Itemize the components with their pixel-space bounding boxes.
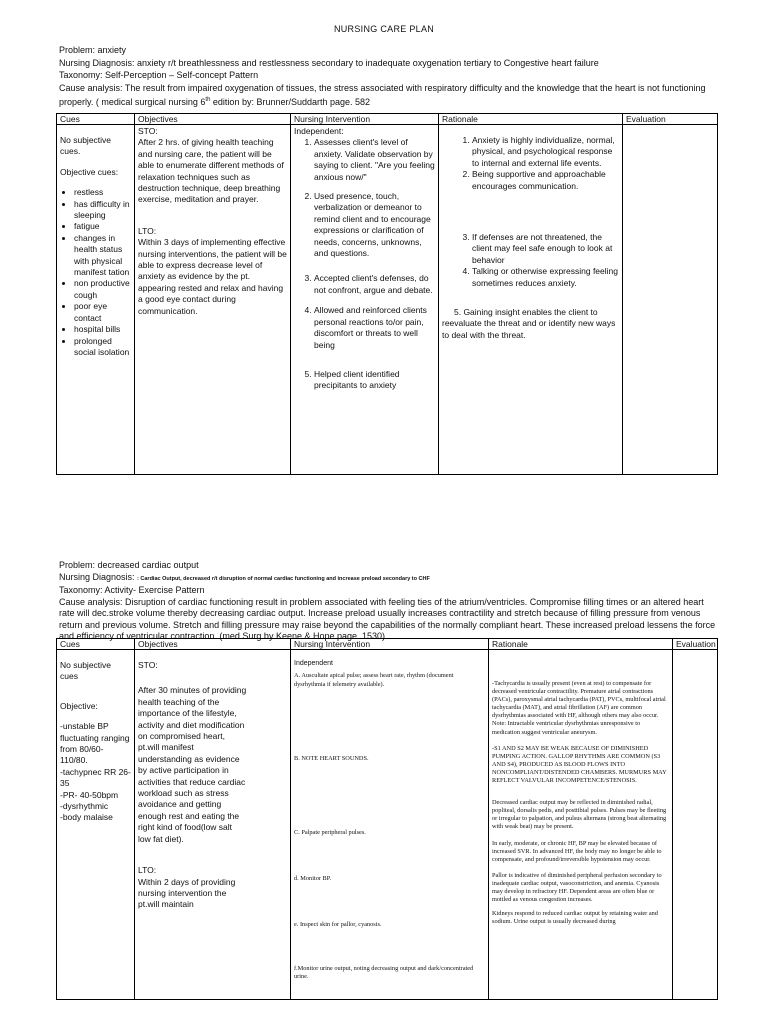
list-item: • has difficulty in sleeping (74, 199, 131, 222)
list-item: -tachypnec RR 26-35 (60, 766, 131, 789)
lto-text: Within 2 days of providing nursing intervention the pt.will maintain (138, 876, 236, 910)
plan2-cause-analysis: Cause analysis: Disruption of cardiac functioning result in problem associated with feeling ties of the atrium/ventricles. Compromise filling times or an altered heart rate will dec.stroke volume thereby decreasing cardiac output. Increase preload usually increases contractility and stretch because of filling pressure from venous return and previous volume. Stretch and filling pressure may raise beyond the capabilities of the normally compliant heart. These increased preload lessens the force and efficiency of ventricular contraction. (med Surg by Keene & Hope page. 1530) (59, 596, 716, 641)
list-item: • hospital bills (74, 324, 131, 335)
list-item: -PR- 40-50bpm (60, 789, 119, 800)
header-intervention: Nursing Intervention (291, 114, 439, 125)
plan1-taxonomy: Taxonomy: Self-Perception – Self-concept Pattern (59, 70, 259, 80)
independent-label: Independent: (294, 126, 344, 136)
list-item: 4. Allowed and reinforced clients personal reactions to/or pain, discomfort or threats to well being (314, 305, 435, 351)
cause-text-end: edition by: Brunner/Suddarth page. 582 (210, 97, 371, 107)
subjective-cues: No subjective cues. (60, 135, 112, 157)
intervention-cell (291, 125, 439, 475)
plan1-header (59, 44, 709, 109)
lto-label: LTO: (138, 865, 157, 876)
plan2-diagnosis (59, 572, 719, 586)
header-rationale: Rationale (439, 114, 623, 125)
list-item: -unstable BP fluctuating ranging from 80/60- 110/80. (60, 721, 130, 766)
list-item: • non productive cough (74, 278, 131, 301)
plan1-diagnosis: Nursing Diagnosis: anxiety r/t breathlessness and restlessness secondary to inadequate oxygenation tertiary to Congestive heart failure (59, 57, 599, 68)
rationale-d: In early, moderate, or chronic HF, BP may be elevated because of increased SVR. In advanced HF, the body may no longer be able to compensate, and profound/irreversible hypotension may occur. (492, 839, 662, 863)
diagnosis-text: : Cardiac Output, decreased r/t disruption of normal cardiac functioning and increase preload secondary to CHF (137, 575, 430, 582)
intervention-d: d. Monitor BP. (294, 874, 332, 882)
list-item: • restless (74, 187, 131, 198)
header-evaluation: Evaluation (673, 639, 718, 650)
intervention-b: B. NOTE HEART SOUNDS. (294, 754, 369, 762)
subjective-cues: No subjective cues (60, 660, 112, 682)
plan1-table (56, 113, 718, 475)
header-cues: Cues (57, 114, 135, 125)
intervention-c: C. Palpate peripheral pulses. (294, 828, 366, 836)
table-header-row (57, 639, 718, 650)
header-objectives: Objectives (135, 114, 291, 125)
objectives-cell (135, 125, 291, 475)
objectives-cell (135, 650, 291, 1000)
intervention-a: A. Auscultate apical pulse; assess heart rate, rhythm (document dysrhythmia if telemetry available). (294, 672, 454, 688)
plan2-table (56, 638, 718, 1000)
list-item: 2. Being supportive and approachable encourages communication. (472, 169, 619, 192)
rationale-cell (439, 125, 623, 475)
rationale-e: Pallor is indicative of diminished peripheral perfusion secondary to inadequate cardiac output, vasoconstriction, and anemia. Cyanosis may develop in refractory HF. Dependent areas are often blue or mottled as venous congestion increases. (492, 871, 662, 904)
list-item: • fatigue (74, 221, 131, 232)
lto-text: Within 3 days of implementing effective nursing interventions, the patient will be able to express decrease level of anxiety as evidence by the pt. appearing rested and relax and having a good eye contact during communication. (138, 237, 287, 316)
sto-text: After 2 hrs. of giving health teaching and nursing care, the patient will be able to enumerate different methods of relaxation techniques such as destruction technique, deep breathing exercise, meditation and prayer. (138, 137, 284, 205)
intervention-f: f.Monitor urine output, noting decreasing output and dark/concentrated urine. (294, 964, 474, 981)
header-intervention: Nursing Intervention (291, 639, 489, 650)
header-cues: Cues (57, 639, 135, 650)
list-item: 5. Helped client identified precipitants to anxiety (314, 369, 435, 392)
rationale-f: Kidneys respond to reduced cardiac output by retaining water and sodium. Urine output is usually decreased during (492, 910, 658, 926)
plan2-taxonomy: Taxonomy: Activity- Exercise Pattern (59, 585, 205, 595)
list-item: 2. Used presence, touch, verbalization or demeanor to remind client and to encourage expressions or clarification of needs, concerns, unknowns, and questions. (314, 191, 435, 259)
intervention-list (294, 137, 435, 391)
diagnosis-label: Nursing Diagnosis: (59, 571, 138, 582)
table-row (57, 125, 718, 475)
header-evaluation: Evaluation (623, 114, 718, 125)
header-objectives: Objectives (135, 639, 291, 650)
rationale-b: -S1 AND S2 MAY BE WEAK BECAUSE OF DIMINISHED PUMPING ACTION. GALLOP RHYTHMS ARE COMMON (S3 AND S4), PRODUCED AS BLOOD FLOWS INTO NONCOMPLIANT/DISTENDED CHAMBERS. MURMURS MAY REFLECT VALVULAR INCOMPETENCE/STENOSIS. (492, 744, 667, 785)
sto-label: STO: (138, 660, 158, 670)
lto-label: LTO: (138, 225, 157, 236)
independent-label: Independent (294, 660, 333, 667)
sto-label: STO: (138, 126, 158, 136)
page-title: NURSING CARE PLAN (333, 24, 435, 34)
rationale-a: -Tachycardia is usually present (even at rest) to compensate for decreased ventricular contractility. Premature atrial contractions (PACs), paroxysmal atrial tachycardia (PAT), PVCs, multifocal atrial tachycardia (MAT), and atrial fibrillation (AF) are common dysrhythmias associated with HF, although others may also occur. Note: Intractable ventricular dysrhythmias unresponsive to medication suggest ventricular aneurysm. (492, 680, 666, 736)
evaluation-cell (623, 125, 718, 475)
sto-text: After 30 minutes of providing health teaching of the importance of the lifestyle, activity and diet modification on compromised heart, pt.will manifest understanding as evidence by active participation in activities that reduce cardiac workload such as stress avoidance and getting enough rest and eating the right kind of food(low salt low fat diet). (138, 685, 247, 844)
header-rationale: Rationale (489, 639, 673, 650)
intervention-e: e. Inspect skin for pallor, cyanosis. (294, 920, 382, 928)
cues-list (60, 187, 131, 358)
list-item: 3. Accepted client's defenses, do not confront, argue and debate. (314, 273, 435, 296)
cause-text: Cause analysis: The result from impaired oxygenation of tissues, the stress associated with respiratory difficulty and the knowledge that the heart is not functioning properly. ( medical surgical nursing 6 (59, 82, 706, 107)
list-item: -dysrhythmic (60, 801, 109, 812)
list-item: -body malaise (60, 812, 113, 823)
rationale-cell (489, 650, 673, 1000)
evaluation-cell (673, 650, 718, 1000)
plan1-problem: Problem: anxiety (59, 45, 127, 55)
list-item: 1. Assesses client's level of anxiety. Validate observation by saying to client. "Are you feeling anxious now/" (314, 137, 435, 183)
list-item: • poor eye contact (74, 301, 131, 324)
plan2-header (59, 560, 719, 643)
cues-cell (57, 125, 135, 475)
rationale-list (442, 135, 619, 289)
rationale-c: Decreased cardiac output may be reflected in diminished radial, popliteal, dorsalis pedis, and posttibial pulses. Pulses may be fleeting or irregular to palpation, and pulsus alternans (strong beat alternating with weak beat) may be present. (492, 799, 667, 831)
cause-superscript: th (205, 97, 211, 103)
plan1-cause-analysis (59, 82, 709, 109)
list-item: 3. If defenses are not threatened, the client may feel safe enough to look at behavior (472, 232, 619, 266)
rationale-5: 5. Gaining insight enables the client to reevaluate the threat and or identify new ways to deal with the threat. (442, 307, 616, 340)
table-header-row (57, 114, 718, 125)
plan2-problem: Problem: decreased cardiac output (59, 560, 199, 570)
objective-cues-label: Objective: (60, 700, 98, 711)
table-row (57, 650, 718, 1000)
list-item: 1. Anxiety is highly individualize, normal, physical, and psychological response to internal and external life events. (472, 135, 619, 169)
list-item: 4. Talking or otherwise expressing feeling sometimes reduces anxiety. (472, 266, 619, 289)
list-item: • changes in health status with physical manifest tation (74, 233, 131, 279)
cues-cell (57, 650, 135, 1000)
objective-cues-label: Objective cues: (60, 166, 119, 177)
list-item: • prolonged social isolation (74, 336, 131, 359)
intervention-cell (291, 650, 489, 1000)
